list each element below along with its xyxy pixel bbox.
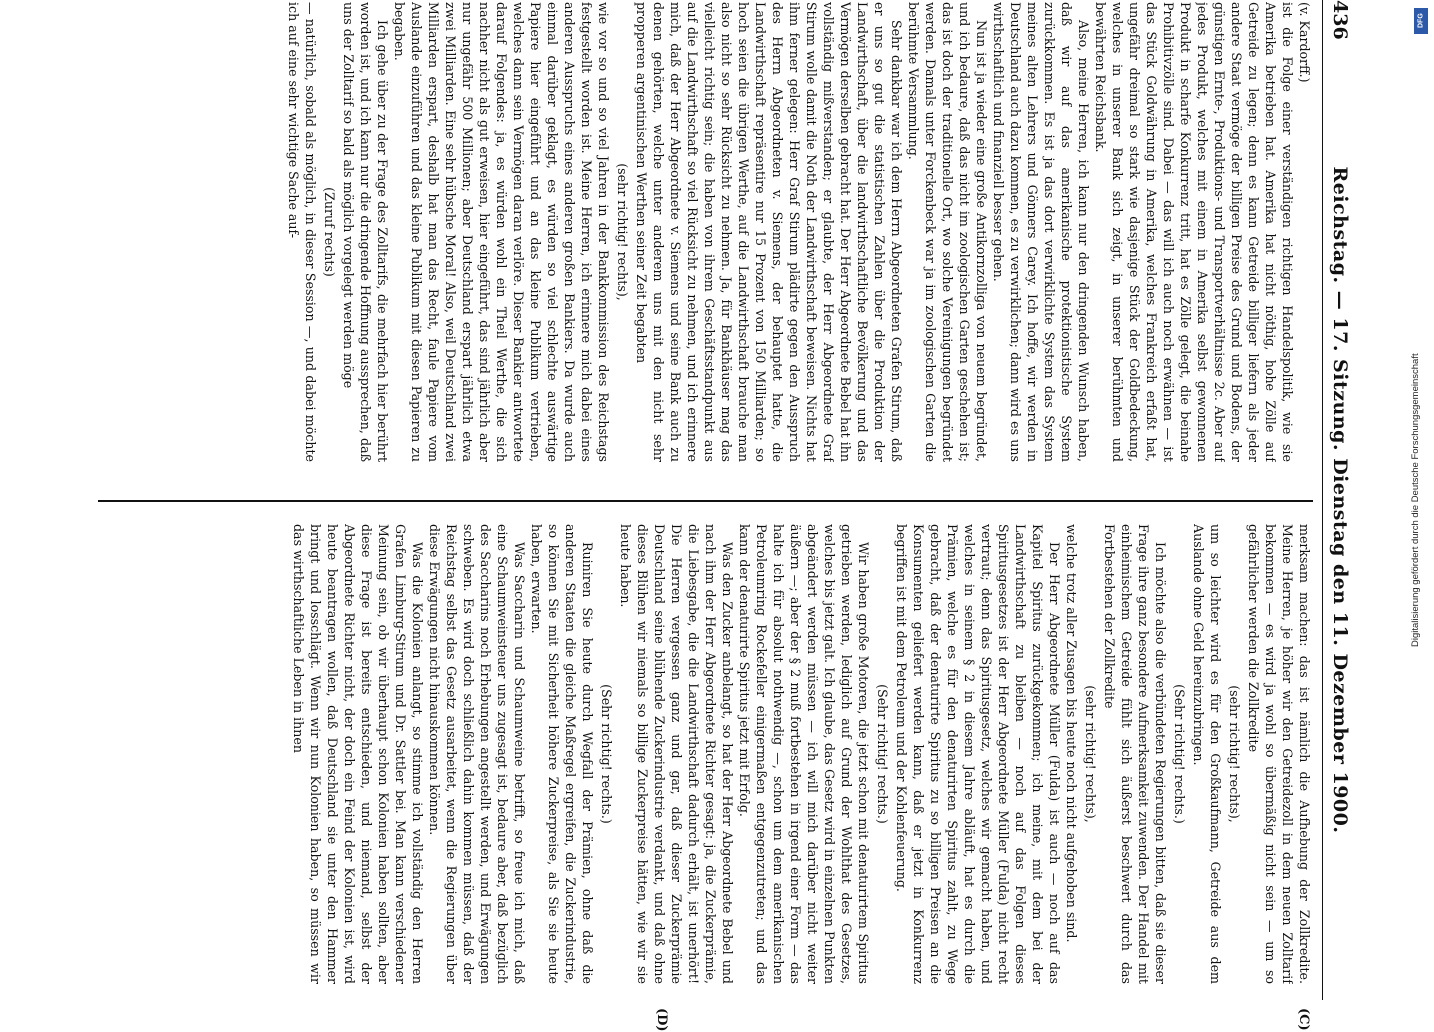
interjection: (Sehr richtig! rechts.) (599, 684, 614, 824)
paragraph: welche trotz aller Zusagen bis heute noch nicht aufgehoben sind. (1064, 524, 1079, 943)
paragraph: Was den Zucker anbelangt, so hat der Herr Abgeordnete Bebel und nach ihm der Herr Abgeordnete Richter gesagt: ja, die Zuckerprämie, die Liebesgabe, die die Landwirthschaft dadurch erhält, ist unerhört! Die Herren vergessen ganz und gar, daß dieser Zuckerprämie Deutschland seine blühende Zuckerindustrie verdankt, und daß ohne dieses Blühen wir niemals so billige Zuckerpreise hätten, wie wir sie heute haben. (618, 524, 735, 984)
paragraph: Sehr dankbar war ich dem Herrn Abgeordneten Grafen Stirum, daß er uns so gut die statistischen Zahlen über die Produktion der Landwirthschaft, über die landwirthschaftliche Bevölkerung und das Vermögen derselben gebracht hat. Der Herr Abgeordnete Bebel hat ihn vollständig mißverstanden; er glaubte, der Herr Abgeordnete Graf Stirum wolle damit die Noth der Landwirthschaft beweisen. Nichts hat ihm ferner gelegen: Herr Graf Stirum plädirte gegen den Ausspruch des Herrn Abgeordneten v. Siemens, der behauptet hatte, die Landwirthschaft repräsentire nur 15 Prozent von 150 Milliarden; so hoch seien die übrigen Werthe, auf die Landwirthschaft brauche man also nicht so sehr Rücksicht zu nehmen. Ja, für Bankhäuser mag das vielleicht richtig sein; die haben von ihrem Geschäftsstandpunkt aus auf die Landwirthschaft so viel Rücksicht zu nehmen, und ich erinnere mich, daß der Herr Abgeordnete v. Siemens und seine Bank auch zu denen gehörten, welche unter anderem uns mit den nicht sehr propperen argentinischen Werthen seiner Zeit begabten (634, 2, 904, 462)
paragraph: um so leichter wird es für den Großkaufmann, Getreide aus dem Auslande ohne Geld hereinzubringen. (1191, 524, 1223, 984)
paragraph: Was Saccharin und Schaumweine betrifft, so freue ich mich, daß eine Schaumweinsteuer uns zugesagt ist, bedaure aber, daß bezüglich des Saccharins noch Erhebungen angestellt werden, und Erwägungen schweben. Es wird doch schließlich dahin kommen müssen, daß der Reichstag selbst das Gesetz ausarbeitet, wenn die Regierungen über diese Erwägungen nicht hinauskommen können. (427, 524, 527, 984)
interjection: (Zuruf rechts) (322, 187, 337, 277)
paragraph: wie vor so und so viel Jahren in der Bankkommission des Reichstags festgestellt worden ist. Meine Herren, ich erinnere mich dabei eines anderen Ausspruchs eines anderen großen Bankiers. Da wurde auch einmal darüber geklagt, es würden so viel schlechte auswärtige Papiere hier eingeführt und an das kleine Publikum vertrieben, welches dann sein Vermögen daran verlöre. Dieser Bankier antwortete darauf Folgendes: ja, es würden wohl ein Theil Werthe, die sich nachher nicht als gut erweisen, hier eingeführt, das sind jährlich aber nur ungefähr 500 Millionen; aber Deutschland erspart jährlich etwa zwei Milliarden. Eine sehr hübsche Moral! Also, weil Deutschland zwei Milliarden erspart, deshalb hat man das Recht, faule Papiere vom Auslande einzuführen und das kleine Publikum mit diesen Papieren zu begaben. (392, 2, 611, 462)
paragraph: merksam machen: das ist nämlich die Aufhebung der Zollkredite. Meine Herren, je höher wir den Getreidezoll in dem neuen Zolltarif bekommen — es wird ja wohl so übermäßig nicht sein — um so gefährlicher werden die Zollkredite (1246, 524, 1312, 984)
paragraph: — natürlich, sobald als möglich, in dieser Session —, und dabei möchte ich auf eine sehr wichtige Sache auf- (286, 2, 318, 462)
page-header (1322, 0, 1357, 1000)
interjection: (sehr richtig! rechts), (1083, 685, 1098, 823)
left-column (98, 2, 1313, 462)
paragraph: ist die Folge einer verständigen richtigen Handelspolitik, wie sie Amerika betrieben hat. Amerika hat nicht nöthig, hohe Zölle auf Getreide zu legen; denn es kann Getreide billiger liefern als jeder andere Staat vermöge der billigen Preise des Grund und Bodens, der günstigen Ernte-, Produktions- und Transportverhältnisse 2c. Aber auf jedes Produkt, welches mit einem in Amerika selbst gewonnenen Produkt in scharfe Konkurrenz tritt, hat es Zölle gelegt, die beinahe Prohibitivzölle sind. Dabei — das will ich auch noch erwähnen — ist das Stück Goldwährung in Amerika, welches Frankreich erfaßt hat, ungefähr dreimal so stark wie dasjenige Stück der Goldbedeckung, welches in unserer Bank sich zeigt, in unserer berühmten und bewährten Reichsbank. (1093, 2, 1295, 462)
margin-mark-d: (D) (654, 1008, 669, 1032)
paragraph: Nun ist ja wieder eine große Antikornzolliga von neuem begründet, und ich bedaure, daß das nicht im zoologischen Garten geschehen ist; das ist doch der traditionelle Ort, wo solche Vereinigungen begründet werden. Damals unter Forckenbeck war ja im zoologischen Garten die berühmte Versammlung. (906, 2, 989, 462)
column-divider (98, 500, 1313, 502)
interjection: (sehr richtig! rechts), (615, 163, 630, 301)
speaker-note: (v. Kardorff.) (1297, 2, 1312, 83)
paragraph: Was die Kolonien anlangt, so stimme ich vollständig den Herren Grafen Limburg-Stirum und Dr. Sattler bei. Man kann verschiedener Meinung sein, ob wir überhaupt schon Kolonien haben sollten, aber diese Frage ist bereits entschieden, und niemand, selbst der Abgeordnete Richter nicht, der doch ein Feind der Kolonien ist, wird heute beantragen wollen, daß Deutschland sie unter den Hammer bringt und losschlägt. Wenn wir nun Kolonien haben, so müssen wir das wirthschaftliche Leben in ihnen (291, 524, 425, 984)
rotated-page (75, 0, 1375, 1032)
paragraph: Der Herr Abgeordnete Müller (Fulda) ist auch — noch auf das Kapitel Spiritus zurückgekommen; ich meine, mit dem bei der Landwirthschaft zu bleiben — noch auf das Folgen dieses Spiritusgesetzes ist der Herr Abgeordnete Müller (Fulda) nicht recht vertraut; denn das Spiritusgesetz, welches wir gemacht haben, und welches in seinem § 2 in diesem Jahre abläuft, hat es durch die Prämien, welche es für den denaturirten Spiritus zahlt, zu Wege gebracht, daß der denaturirte Spiritus zu so billigen Preisen an die Konsumenten geliefert werden kann, daß er jetzt in Konkurrenz begriffen ist mit dem Petroleum und der Kohlenfeuerung. (894, 524, 1062, 984)
interjection: (Sehr richtig! rechts.) (1172, 684, 1187, 824)
page-number: 436 (1329, 0, 1351, 40)
paragraph: Wir haben große Motoren, die jetzt schon mit denaturirtem Spiritus getrieben werden, lediglich auf Grund der Wohlthat des Gesetzes, welches bis jetzt galt. Ich glaube, das Gesetz wird in einzelnen Punkten abgeändert werden müssen — ich will mich darüber nicht weiter äußern —; aber der § 2 muß fortbestehen in irgend einer Form — das halte ich für absolut nothwendig —, schon um dem amerikanischen Petroleumring Rockefeller einigermaßen entgegenzutreten; und das kann der denaturirte Spiritus jetzt mit Erfolg. (737, 524, 871, 984)
paragraph: Also, meine Herren, ich kann nur den dringenden Wunsch haben, daß wir auf das amerikanische protektionistische System zurückkommen. Es ist ja das dort verwirklichte System das System meines alten Lehrers und Gönners Carey. Ich hoffe, wir werden in Deutschland auch dazu kommen, es zu verwirklichen; dann wird es uns wirthschaftlich und finanziell besser gehen. (991, 2, 1091, 462)
interjection: (sehr richtig! rechts), (1227, 685, 1242, 823)
dfg-logo: DFG (1414, 8, 1428, 34)
interjection: (Sehr richtig! rechts.) (875, 684, 890, 824)
paragraph: Ich möchte also die verbündeten Regierungen bitten, daß sie dieser Frage ihre ganz besondere Aufmerksamkeit zuwenden. Der Handel mit einheimischem Getreide fühlt sich äußerst beschwert durch das Fortbestehen der Zollkredite (1102, 524, 1168, 984)
digitization-note: Digitalisierung gefördert durch die Deutsche Forschungsgemeinschaft (1410, 353, 1421, 647)
paragraph: Ich gehe über zu der Frage des Zolltarifs, die mehrfach hier berührt worden ist, und ich kann nur die dringende Hoffnung aussprechen, daß uns der Zolltarif so bald als möglich vorgelegt werden möge (341, 2, 390, 462)
margin-mark-c: (C) (1296, 1008, 1311, 1031)
right-column (98, 524, 1313, 984)
paragraph: Ruiniren Sie heute durch Wegfall der Prämien, ohne daß die anderen Staaten die gleiche Maßregel ergreifen, die Zuckerindustrie, so können Sie mit Sicherheit höhere Zuckerpreise, als Sie sie heute haben, erwarten. (529, 524, 595, 984)
running-title: Reichstag. — 17. Sitzung. Dienstag den 11. Dezember 1900. (1329, 166, 1351, 834)
